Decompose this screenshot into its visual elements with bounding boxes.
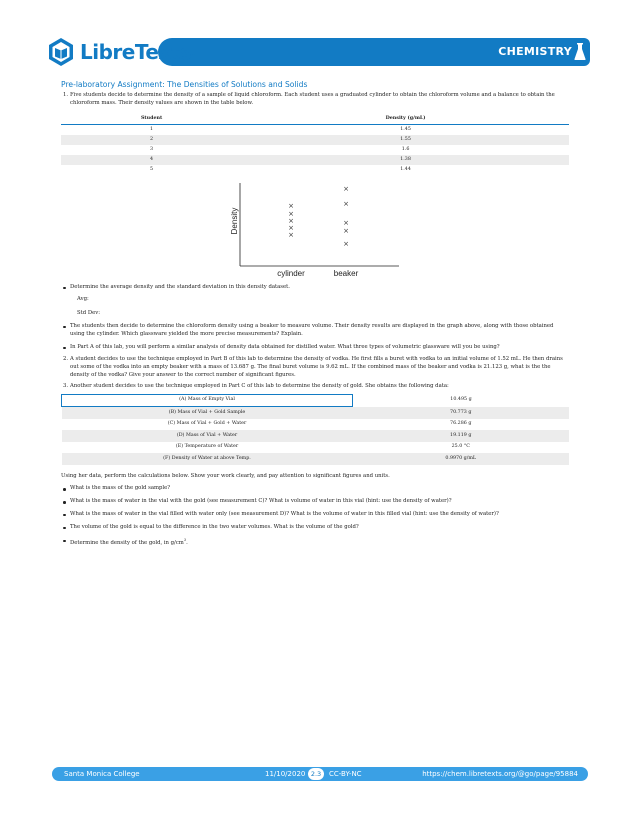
bullet-text: Determine the density of the gold, in g/cm [70,539,184,546]
question-2-text: A student decides to use the technique employed in Part B of this lab to determine the density of vodka. He first fills a buret with vodka to an initial volume of 1.52 mL. He then drains out some of the vodka into an empty beaker with a mass of 13.687 g. The final buret volume is 9.62 mL. If the combined mass of the beaker and vodka is 21.123 g, what is the the density of the vodka? Give your answer to the correct number of significant figures. [70,356,563,378]
flask-icon [574,43,586,61]
page-content [61,80,569,552]
table-row [61,145,569,155]
bullet-average-density [61,284,569,292]
footer-license: CC-BY-NC [329,770,362,778]
bullet-text-end: . [186,539,188,546]
bullet-gold-volume [61,524,569,532]
bullet-gold-density [61,537,569,548]
beaker-data-point: × [343,184,349,193]
measurement-value: 25.0 °C [451,444,470,450]
beaker-data-point: × [343,226,349,235]
cylinder-data-point: × [288,209,294,218]
logo-trademark: ™ [191,53,197,59]
measurement-label: (B) Mass of Vial + Gold Sample [62,407,353,419]
bullet-glassware-types [61,344,569,352]
superscript-three: 3 [183,537,187,542]
question-3 [61,383,569,391]
student-cell: 3 [150,146,154,152]
density-cell: 1.44 [400,166,411,172]
density-cell: 1.38 [242,155,569,165]
measurement-value: 19.119 g [353,430,570,442]
table-row [62,430,570,442]
measurement-value: 76.286 g [450,421,472,427]
libretexts-hex-icon [46,37,76,67]
header-bar [158,38,590,66]
x-label-cylinder: cylinder [277,268,305,278]
measurement-value: 0.9970 g/mL [353,453,570,465]
bullet-water-with-gold [61,498,569,506]
libretexts-logo[interactable] [46,37,196,67]
question-3-number: 3. [63,382,69,389]
question-1 [61,92,569,108]
bullet-text: The students then decide to determine the chloroform density using a beaker to measure volume. Their density results are displayed in the graph above, along with those obtained using the cylinder. Which glassware yielded the more precise measurements? Explain. [70,322,554,337]
measurement-label: (F) Density of Water at above Temp. [62,453,353,465]
cylinder-data-point: × [288,201,294,210]
footer-date: 11/10/2020 [265,770,306,778]
measurement-label: (D) Mass of Vial + Water [62,430,353,442]
y-axis-label: Density [230,207,239,234]
beaker-data-point: × [343,239,349,248]
table-row [61,165,569,175]
table-row [62,442,570,454]
bullet-beaker-precision [61,323,569,339]
bullet-text: Determine the average density and the standard deviation in this density dataset. [70,283,290,290]
density-column-header: Density (g/mL) [242,114,569,125]
measurement-label: (A) Mass of Empty Vial [62,394,353,407]
calculation-instructions: Using her data, perform the calculations below. Show your work clearly, and pay attention to significant figures and units. [61,472,390,479]
table-row [61,155,569,165]
table-row [62,407,570,419]
density-scatter-plot [61,179,569,279]
avg-label: Avg: [77,296,89,303]
measurement-value: 10.495 g [450,397,472,403]
page-header [40,36,590,68]
footer-page-number: 2.3 [308,768,324,780]
bullet-text: What is the mass of water in the vial filled with water only (see measurement D)? What is the volume of water in this filled vial (hint: use the density of water)? [70,510,499,517]
logo-text: LibreTexts [80,40,192,64]
student-column-header: Student [61,114,242,125]
assignment-title: Pre-laboratory Assignment: The Densities of Solutions and Solids [61,80,308,89]
bullet-text: In Part A of this lab, you will perform a similar analysis of density data obtained for distilled water. What three types of volumetric glassware will you be using? [70,343,500,350]
bullet-text: The volume of the gold is equal to the difference in the two water volumes. What is the volume of the gold? [70,523,359,530]
cylinder-data-point: × [288,216,294,225]
question-3-text: Another student decides to use the technique employed in Part C of this lab to determine the density of gold. She obtains the following data: [70,382,449,389]
page-footer [52,767,588,781]
question-1-text: Five students decide to determine the density of a sample of liquid chloroform. Each student uses a graduated cylinder to obtain the chloroform volume and a balance to obtain the chloroform mass. Their density values are shown in the table below. [70,92,555,106]
bullet-text: What is the mass of water in the vial with the gold (see measurement C)? What is volume of water in this vial (hint: use the density of water)? [70,498,452,505]
beaker-data-point: × [343,199,349,208]
question-2-number: 2. [63,356,69,363]
measurement-value: 70.773 g [353,407,570,419]
table-row [62,453,570,465]
cylinder-data-point: × [288,230,294,239]
beaker-data-point: × [343,218,349,227]
cylinder-data-point: × [288,223,294,232]
bullet-water-only [61,511,569,519]
scatter-plot-svg [61,179,569,279]
density-cell: 1.6 [401,146,410,152]
density-cell: 1.45 [400,126,411,132]
table-row [62,419,570,431]
student-cell: 1 [150,126,154,132]
footer-url-link[interactable]: https://chem.libretexts.org/@go/page/95884 [422,770,578,778]
gold-data-table [61,394,569,465]
x-label-beaker: beaker [333,268,359,278]
question-2 [61,356,569,379]
footer-organization: Santa Monica College [64,770,140,778]
density-cell: 1.55 [242,135,569,145]
student-cell: 2 [61,135,242,145]
density-table [61,114,569,175]
bullet-gold-mass [61,485,569,493]
measurement-label: (C) Mass of Vial + Gold + Water [167,421,247,427]
student-cell: 5 [150,166,154,172]
subject-label: CHEMISTRY [498,45,572,58]
table-row [61,135,569,145]
question-1-number: 1. [63,92,69,98]
table-row [61,124,569,135]
measurement-label: (E) Temperature of Water [175,444,239,450]
table-row [62,394,570,407]
std-dev-label: Std Dev: [77,310,100,317]
bullet-text: What is the mass of the gold sample? [70,485,171,492]
student-cell: 4 [61,155,242,165]
